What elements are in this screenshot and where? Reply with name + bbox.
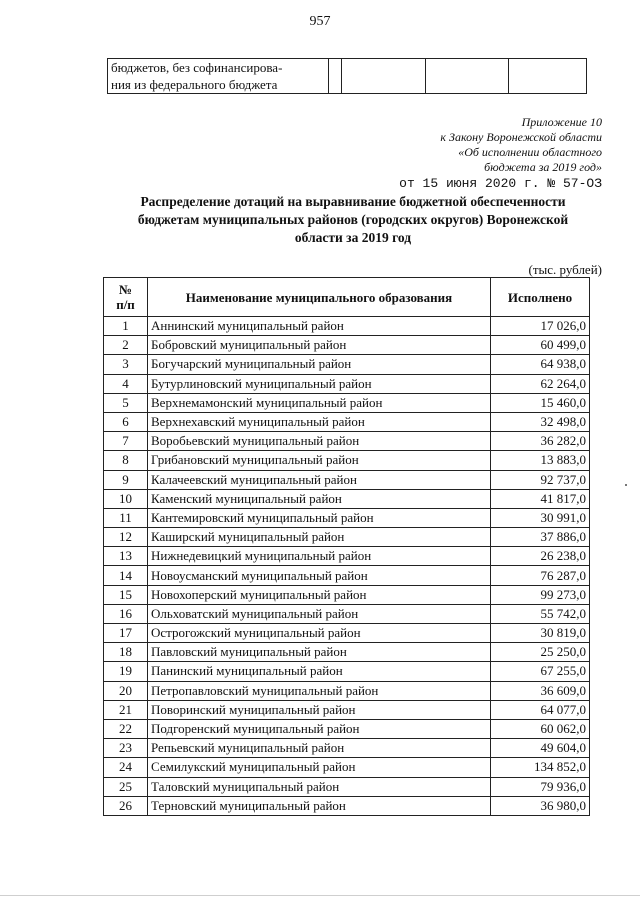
previous-row-text-line1: бюджетов, без софинансирова- — [111, 60, 283, 75]
page-number: 957 — [309, 14, 331, 29]
row-name: Богучарский муниципальный район — [148, 355, 491, 374]
row-value: 76 287,0 — [491, 566, 590, 585]
previous-row-text — [108, 59, 329, 94]
table-row — [104, 585, 590, 604]
row-name: Ольховатский муниципальный район — [148, 604, 491, 623]
row-name: Павловский муниципальный район — [148, 643, 491, 662]
previous-row-cell — [509, 59, 587, 94]
row-name: Репьевский муниципальный район — [148, 739, 491, 758]
table-row — [104, 470, 590, 489]
previous-row-text-line2: ния из федерального бюджета — [111, 77, 278, 92]
table-row — [104, 412, 590, 431]
table-header-row — [104, 278, 590, 317]
row-name: Грибановский муниципальный район — [148, 451, 491, 470]
row-value: 15 460,0 — [491, 393, 590, 412]
row-number: 13 — [104, 547, 148, 566]
row-number: 15 — [104, 585, 148, 604]
row-number: 20 — [104, 681, 148, 700]
row-number: 25 — [104, 777, 148, 796]
row-number: 8 — [104, 451, 148, 470]
row-name: Кантемировский муниципальный район — [148, 508, 491, 527]
row-name: Семилукский муниципальный район — [148, 758, 491, 777]
row-value: 13 883,0 — [491, 451, 590, 470]
table-row — [104, 317, 590, 336]
previous-table-fragment — [107, 58, 587, 94]
row-number: 21 — [104, 700, 148, 719]
row-name: Каширский муниципальный район — [148, 528, 491, 547]
row-value: 30 819,0 — [491, 624, 590, 643]
row-name: Бутурлиновский муниципальный район — [148, 374, 491, 393]
appendix-line: «Об исполнении областного — [458, 145, 602, 159]
row-value: 36 980,0 — [491, 796, 590, 815]
title-line: области за 2019 год — [294, 230, 412, 245]
table-row — [104, 758, 590, 777]
row-value: 67 255,0 — [491, 662, 590, 681]
table-row — [104, 451, 590, 470]
row-name: Новохоперский муниципальный район — [148, 585, 491, 604]
table-row — [104, 432, 590, 451]
row-number: 17 — [104, 624, 148, 643]
document-title — [100, 193, 606, 247]
appendix-line: к Закону Воронежской области — [440, 130, 602, 144]
row-value: 64 077,0 — [491, 700, 590, 719]
appendix-line: бюджета за 2019 год» — [484, 160, 602, 174]
row-value: 134 852,0 — [491, 758, 590, 777]
row-value: 36 282,0 — [491, 432, 590, 451]
row-number: 16 — [104, 604, 148, 623]
row-name: Терновский муниципальный район — [148, 796, 491, 815]
row-number: 1 — [104, 317, 148, 336]
row-number: 4 — [104, 374, 148, 393]
table-row — [104, 643, 590, 662]
row-value: 17 026,0 — [491, 317, 590, 336]
row-number: 9 — [104, 470, 148, 489]
previous-row-cell — [329, 59, 342, 94]
row-name: Острогожский муниципальный район — [148, 624, 491, 643]
header-number-line1: № — [118, 282, 133, 297]
row-value: 30 991,0 — [491, 508, 590, 527]
row-value: 25 250,0 — [491, 643, 590, 662]
row-name: Верхнемамонский муниципальный район — [148, 393, 491, 412]
scan-speck — [625, 484, 627, 486]
table-row — [104, 528, 590, 547]
row-number: 11 — [104, 508, 148, 527]
row-value: 60 062,0 — [491, 719, 590, 738]
table-row — [104, 566, 590, 585]
row-value: 79 936,0 — [491, 777, 590, 796]
row-number: 12 — [104, 528, 148, 547]
row-name: Поворинский муниципальный район — [148, 700, 491, 719]
table-body — [104, 317, 590, 816]
row-name: Верхнехавский муниципальный район — [148, 412, 491, 431]
row-value: 49 604,0 — [491, 739, 590, 758]
row-number: 2 — [104, 336, 148, 355]
header-number-line2: п/п — [116, 297, 135, 312]
table-row — [104, 547, 590, 566]
appendix-note — [440, 115, 602, 175]
units-label: (тыс. рублей) — [528, 262, 602, 277]
previous-row-cell — [342, 59, 426, 94]
row-value: 41 817,0 — [491, 489, 590, 508]
row-value: 37 886,0 — [491, 528, 590, 547]
row-value: 92 737,0 — [491, 470, 590, 489]
table-row — [104, 393, 590, 412]
row-value: 55 742,0 — [491, 604, 590, 623]
table-row — [104, 355, 590, 374]
table-row — [104, 681, 590, 700]
subsidy-table — [103, 277, 590, 816]
title-line: Распределение дотаций на выравнивание бюджетной обеспеченности — [140, 194, 566, 209]
row-value: 36 609,0 — [491, 681, 590, 700]
header-number — [104, 278, 148, 317]
row-number: 3 — [104, 355, 148, 374]
table-row — [104, 489, 590, 508]
row-name: Панинский муниципальный район — [148, 662, 491, 681]
row-number: 23 — [104, 739, 148, 758]
row-name: Калачеевский муниципальный район — [148, 470, 491, 489]
row-number: 19 — [104, 662, 148, 681]
table-row — [104, 739, 590, 758]
row-number: 6 — [104, 412, 148, 431]
row-number: 26 — [104, 796, 148, 815]
row-name: Каменский муниципальный район — [148, 489, 491, 508]
row-number: 24 — [104, 758, 148, 777]
row-number: 5 — [104, 393, 148, 412]
row-name: Воробьевский муниципальный район — [148, 432, 491, 451]
row-name: Аннинский муниципальный район — [148, 317, 491, 336]
row-name: Таловский муниципальный район — [148, 777, 491, 796]
header-name: Наименование муниципального образования — [148, 278, 491, 317]
row-value: 64 938,0 — [491, 355, 590, 374]
header-value: Исполнено — [491, 278, 590, 317]
table-row — [104, 624, 590, 643]
table-row — [104, 719, 590, 738]
row-number: 7 — [104, 432, 148, 451]
row-name: Новоусманский муниципальный район — [148, 566, 491, 585]
appendix-line: Приложение 10 — [521, 115, 602, 129]
row-name: Бобровский муниципальный район — [148, 336, 491, 355]
row-name: Подгоренский муниципальный район — [148, 719, 491, 738]
row-number: 14 — [104, 566, 148, 585]
row-value: 60 499,0 — [491, 336, 590, 355]
row-value: 99 273,0 — [491, 585, 590, 604]
table-row — [104, 336, 590, 355]
previous-row-cell — [426, 59, 509, 94]
scan-edge-line — [0, 895, 640, 896]
previous-table-row — [108, 59, 587, 94]
table-row — [104, 374, 590, 393]
row-number: 18 — [104, 643, 148, 662]
row-value: 26 238,0 — [491, 547, 590, 566]
row-value: 32 498,0 — [491, 412, 590, 431]
table-row — [104, 662, 590, 681]
row-name: Нижнедевицкий муниципальный район — [148, 547, 491, 566]
table-row — [104, 604, 590, 623]
row-number: 10 — [104, 489, 148, 508]
table-row — [104, 796, 590, 815]
row-number: 22 — [104, 719, 148, 738]
row-value: 62 264,0 — [491, 374, 590, 393]
table-row — [104, 700, 590, 719]
document-reference: от 15 июня 2020 г. № 57-ОЗ — [399, 176, 602, 191]
row-name: Петропавловский муниципальный район — [148, 681, 491, 700]
table-row — [104, 777, 590, 796]
table-row — [104, 508, 590, 527]
title-line: бюджетам муниципальных районов (городских округов) Воронежской — [137, 212, 569, 227]
